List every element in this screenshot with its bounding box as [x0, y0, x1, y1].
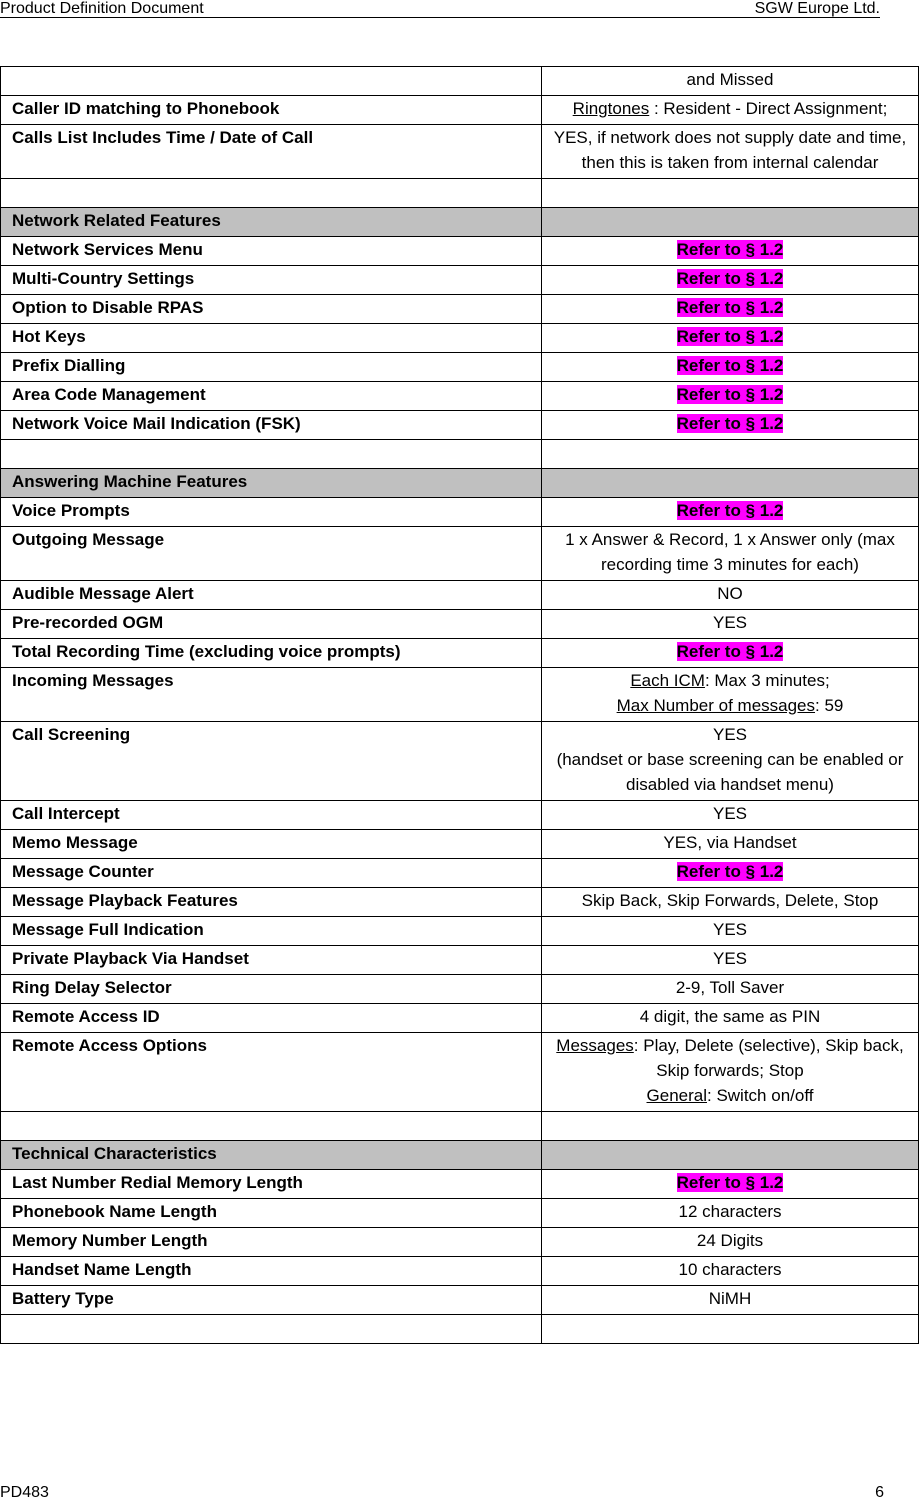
feature-cell: Remote Access Options — [1, 1033, 542, 1112]
value-label: Ringtones — [572, 99, 650, 118]
table-row — [1, 96, 919, 125]
feature-cell: Call Screening — [1, 722, 542, 801]
feature-cell: Calls List Includes Time / Date of Call — [1, 125, 542, 179]
blank-row — [1, 1315, 919, 1344]
feature-cell: Memo Message — [1, 830, 542, 859]
feature-cell: Message Full Indication — [1, 917, 542, 946]
table-row — [1, 610, 919, 639]
feature-cell: Last Number Redial Memory Length — [1, 1170, 542, 1199]
value-cell — [542, 324, 919, 353]
value-cell — [542, 382, 919, 411]
table-row — [1, 801, 919, 830]
value-cell: YES — [542, 917, 919, 946]
section-header-row — [1, 1141, 919, 1170]
table-row — [1, 125, 919, 179]
value-cell — [542, 722, 919, 801]
table-row — [1, 237, 919, 266]
value-cell: 2-9, Toll Saver — [542, 975, 919, 1004]
page-number: 6 — [875, 1484, 884, 1501]
section-header-row — [1, 208, 919, 237]
value-cell: 1 x Answer & Record, 1 x Answer only (max recording time 3 minutes for each) — [542, 527, 919, 581]
value-cell: YES, if network does not supply date and time, then this is taken from internal calendar — [542, 125, 919, 179]
feature-cell: Pre-recorded OGM — [1, 610, 542, 639]
value-cell — [542, 411, 919, 440]
feature-cell: Memory Number Length — [1, 1228, 542, 1257]
table-row — [1, 353, 919, 382]
value-cell: 12 characters — [542, 1199, 919, 1228]
table-row — [1, 1033, 919, 1112]
feature-cell: Ring Delay Selector — [1, 975, 542, 1004]
value-cell — [542, 295, 919, 324]
feature-cell: Caller ID matching to Phonebook — [1, 96, 542, 125]
value-cell — [542, 353, 919, 382]
feature-cell: Private Playback Via Handset — [1, 946, 542, 975]
feature-cell: Total Recording Time (excluding voice prompts) — [1, 639, 542, 668]
feature-spec-table — [0, 66, 919, 1344]
value-label: General — [646, 1086, 707, 1105]
value-cell — [542, 859, 919, 888]
feature-cell: Message Playback Features — [1, 888, 542, 917]
reference-highlight: Refer to § 1.2 — [676, 298, 784, 317]
feature-cell: Message Counter — [1, 859, 542, 888]
value-cell — [542, 668, 919, 722]
table-row — [1, 498, 919, 527]
document-title: Product Definition Document — [0, 0, 204, 17]
value-cell — [542, 1033, 919, 1112]
reference-highlight: Refer to § 1.2 — [676, 1173, 784, 1192]
table-row — [1, 859, 919, 888]
reference-highlight: Refer to § 1.2 — [676, 356, 784, 375]
table-row — [1, 1228, 919, 1257]
reference-highlight: Refer to § 1.2 — [676, 240, 784, 259]
table-row — [1, 411, 919, 440]
feature-cell: Phonebook Name Length — [1, 1199, 542, 1228]
value-cell: YES — [542, 610, 919, 639]
blank-row — [1, 440, 919, 469]
value-text: : Resident - Direct Assignment; — [649, 99, 888, 118]
value-cell: NiMH — [542, 1286, 919, 1315]
value-cell: 10 characters — [542, 1257, 919, 1286]
table-row — [1, 975, 919, 1004]
value-cell — [542, 1170, 919, 1199]
table-row — [1, 1286, 919, 1315]
table-row — [1, 888, 919, 917]
value-cell — [542, 498, 919, 527]
reference-highlight: Refer to § 1.2 — [676, 862, 784, 881]
value-cell: YES — [542, 946, 919, 975]
feature-cell: Voice Prompts — [1, 498, 542, 527]
feature-cell: Network Services Menu — [1, 237, 542, 266]
section-title: Technical Characteristics — [1, 1141, 542, 1170]
value-cell — [542, 266, 919, 295]
table-row — [1, 946, 919, 975]
value-cell — [542, 96, 919, 125]
reference-highlight: Refer to § 1.2 — [676, 269, 784, 288]
table-row — [1, 830, 919, 859]
table-row — [1, 639, 919, 668]
feature-cell: Area Code Management — [1, 382, 542, 411]
feature-cell: Incoming Messages — [1, 668, 542, 722]
section-title: Answering Machine Features — [1, 469, 542, 498]
table-row — [1, 917, 919, 946]
table-row — [1, 67, 919, 96]
value-text: : 59 — [815, 696, 844, 715]
table-row — [1, 1199, 919, 1228]
document-code: PD483 — [0, 1484, 49, 1501]
feature-cell: Multi-Country Settings — [1, 266, 542, 295]
value-cell: 24 Digits — [542, 1228, 919, 1257]
feature-cell: Hot Keys — [1, 324, 542, 353]
page-header — [0, 0, 880, 18]
value-text: (handset or base screening can be enabled or disabled via handset menu) — [556, 750, 904, 794]
company-name: SGW Europe Ltd. — [754, 0, 880, 17]
value-cell: Skip Back, Skip Forwards, Delete, Stop — [542, 888, 919, 917]
reference-highlight: Refer to § 1.2 — [676, 642, 784, 661]
feature-cell: Battery Type — [1, 1286, 542, 1315]
feature-cell — [1, 67, 542, 96]
value-cell: YES — [542, 801, 919, 830]
table-row — [1, 324, 919, 353]
value-cell: and Missed — [542, 67, 919, 96]
reference-highlight: Refer to § 1.2 — [676, 385, 784, 404]
value-label: Max Number of messages — [616, 696, 816, 715]
feature-cell: Network Voice Mail Indication (FSK) — [1, 411, 542, 440]
value-label: Each ICM — [630, 671, 705, 690]
table-row — [1, 1004, 919, 1033]
table-row — [1, 668, 919, 722]
feature-cell: Outgoing Message — [1, 527, 542, 581]
value-text: : Play, Delete (selective), Skip back, Skip forwards; Stop — [633, 1036, 904, 1080]
section-header-row — [1, 469, 919, 498]
table-row — [1, 581, 919, 610]
feature-cell: Prefix Dialling — [1, 353, 542, 382]
feature-cell: Remote Access ID — [1, 1004, 542, 1033]
feature-cell: Call Intercept — [1, 801, 542, 830]
table-row — [1, 1170, 919, 1199]
value-text: : Max 3 minutes; — [704, 671, 830, 690]
value-cell: 4 digit, the same as PIN — [542, 1004, 919, 1033]
value-text: : Switch on/off — [707, 1086, 814, 1105]
table-row — [1, 527, 919, 581]
reference-highlight: Refer to § 1.2 — [676, 327, 784, 346]
feature-cell: Option to Disable RPAS — [1, 295, 542, 324]
table-row — [1, 722, 919, 801]
value-cell — [542, 237, 919, 266]
section-title: Network Related Features — [1, 208, 542, 237]
feature-cell: Handset Name Length — [1, 1257, 542, 1286]
value-cell — [542, 639, 919, 668]
value-text: YES — [712, 725, 748, 744]
value-label: Messages — [556, 1036, 634, 1055]
blank-row — [1, 1112, 919, 1141]
blank-row — [1, 179, 919, 208]
value-cell: YES, via Handset — [542, 830, 919, 859]
reference-highlight: Refer to § 1.2 — [676, 414, 784, 433]
table-row — [1, 382, 919, 411]
value-cell: NO — [542, 581, 919, 610]
reference-highlight: Refer to § 1.2 — [676, 501, 784, 520]
table-row — [1, 266, 919, 295]
table-row — [1, 295, 919, 324]
table-row — [1, 1257, 919, 1286]
feature-cell: Audible Message Alert — [1, 581, 542, 610]
